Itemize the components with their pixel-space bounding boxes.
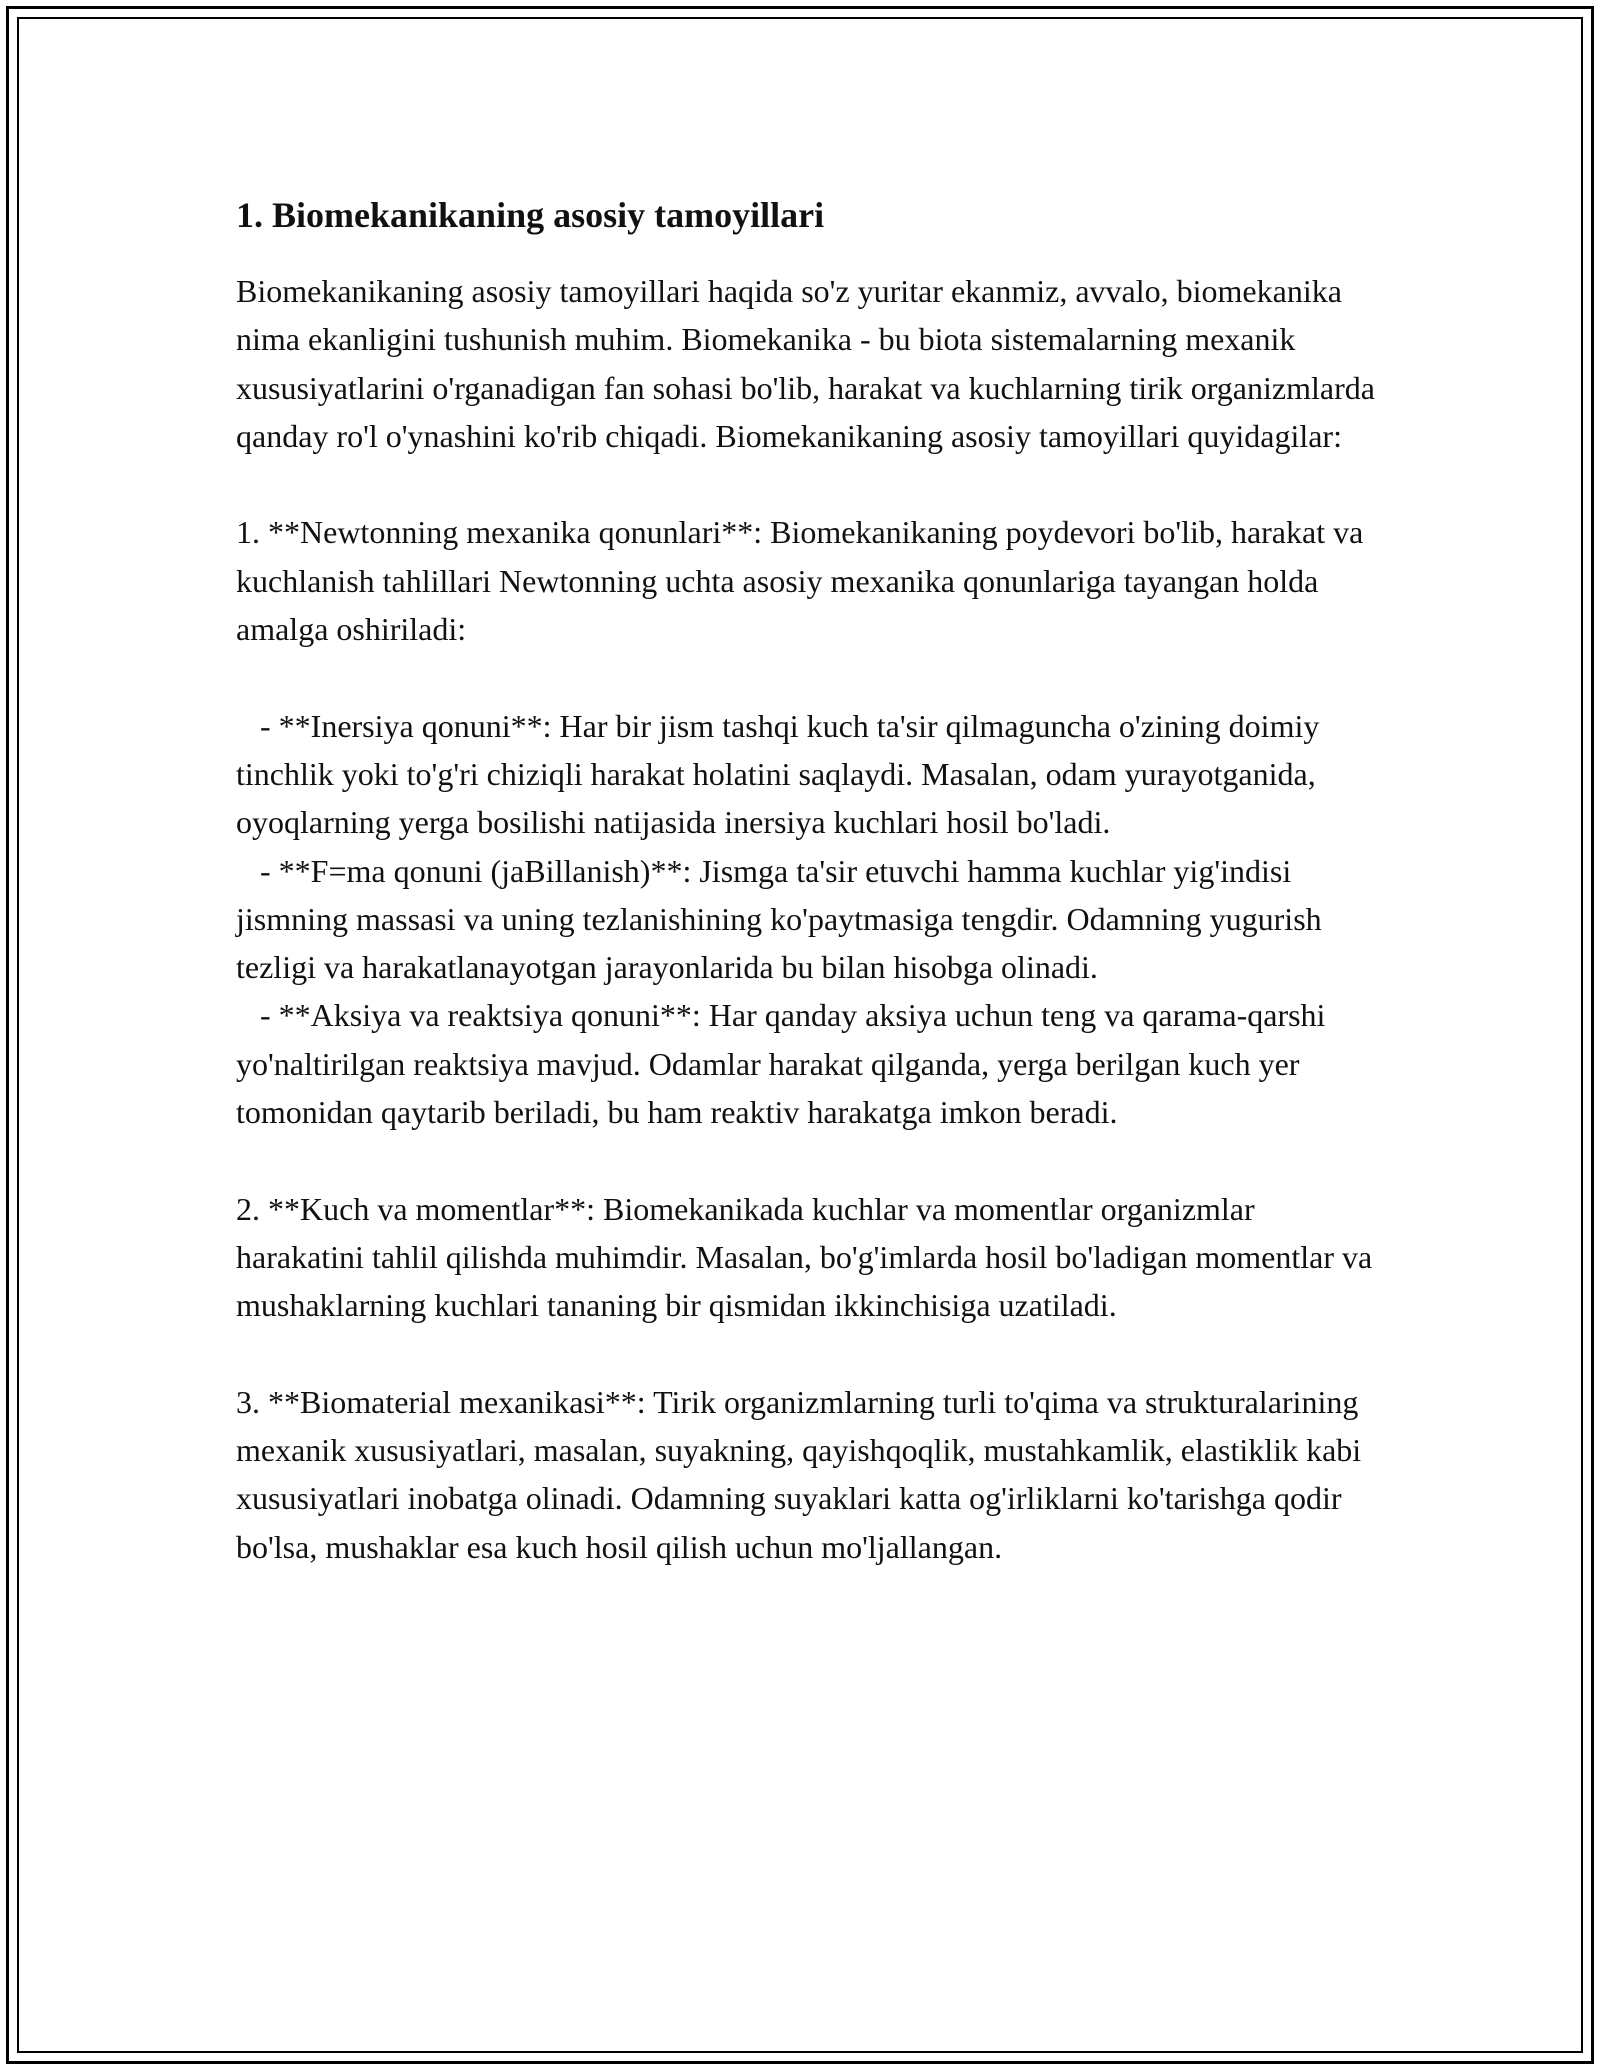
- paragraph-gap: [236, 1330, 1376, 1378]
- bullet-inertia-law: - **Inersiya qonuni**: Har bir jism tashqi kuch ta'sir qilmaguncha o'zining doimiy tinchlik yoki to'g'ri chiziqli harakat holatini saqlaydi. Masalan, odam yurayotganida, oyoqlarning yerga bosilishi natijasida inersiya kuchlari hosil bo'ladi.: [236, 707, 1328, 841]
- section-forces-moments: 2. **Kuch va momentlar**: Biomekanikada kuchlar va momentlar organizmlar harakatini tahlil qilishda muhimdir. Masalan, bo'g'imlarda hosil bo'ladigan momentlar va mushaklarning kuchlari tananing bir qismidan ikkinchisiga uzatiladi.: [236, 1190, 1381, 1324]
- section-newton-laws: 1. **Newtonning mexanika qonunlari**: Biomekanikaning poydevori bo'lib, harakat va kuchlanish tahlillari Newtonning uchta asosiy mexanika qonunlariga tayangan holda amalga oshiriladi:: [236, 514, 1372, 648]
- section-heading: 1. Biomekanikaning asosiy tamoyillari: [236, 195, 825, 235]
- paragraph-gap: [236, 653, 1376, 701]
- paragraph-gap: [236, 460, 1376, 508]
- intro-paragraph: Biomekanikaning asosiy tamoyillari haqida so'z yuritar ekanmiz, avvalo, biomekanika nima ekanligini tushunish muhim. Biomekanika - bu biota sistemalarning mexanik xususiyatlarini o'rganadigan fan sohasi bo'lib, harakat va kuchlarning tirik organizmlarda qanday ro'l o'ynashini ko'rib chiqadi. Biomekanikaning asosiy tamoyillari quyidagilar:: [236, 273, 1383, 454]
- bullet-fma-law: - **F=ma qonuni (jaBillanish)**: Jismga ta'sir etuvchi hamma kuchlar yig'indisi jismning massasi va uning tezlanishining ko'paytmasiga tengdir. Odamning yugurish tezligi va harakatlanayotgan jarayonlarida bu bilan hisobga olinadi.: [236, 852, 1330, 986]
- paragraph-gap: [236, 1136, 1376, 1184]
- bullet-action-reaction-law: - **Aksiya va reaktsiya qonuni**: Har qanday aksiya uchun teng va qarama-qarshi yo'naltirilgan reaktsiya mavjud. Odamlar harakat qilganda, yerga berilgan kuch yer tomonidan qaytarib beriladi, bu ham reaktiv harakatga imkon beradi.: [236, 997, 1334, 1131]
- document-body: [236, 185, 1383, 1571]
- section-biomaterial-mechanics: 3. **Biomaterial mexanikasi**: Tirik organizmlarning turli to'qima va strukturalarining mexanik xususiyatlari, masalan, suyakning, qayishqoqlik, mustahkamlik, elastiklik kabi xususiyatlari inobatga olinadi. Odamning suyaklari katta og'irliklarni ko'tarishga qodir bo'lsa, mushaklar esa kuch hosil qilish uchun mo'ljallangan.: [236, 1383, 1370, 1565]
